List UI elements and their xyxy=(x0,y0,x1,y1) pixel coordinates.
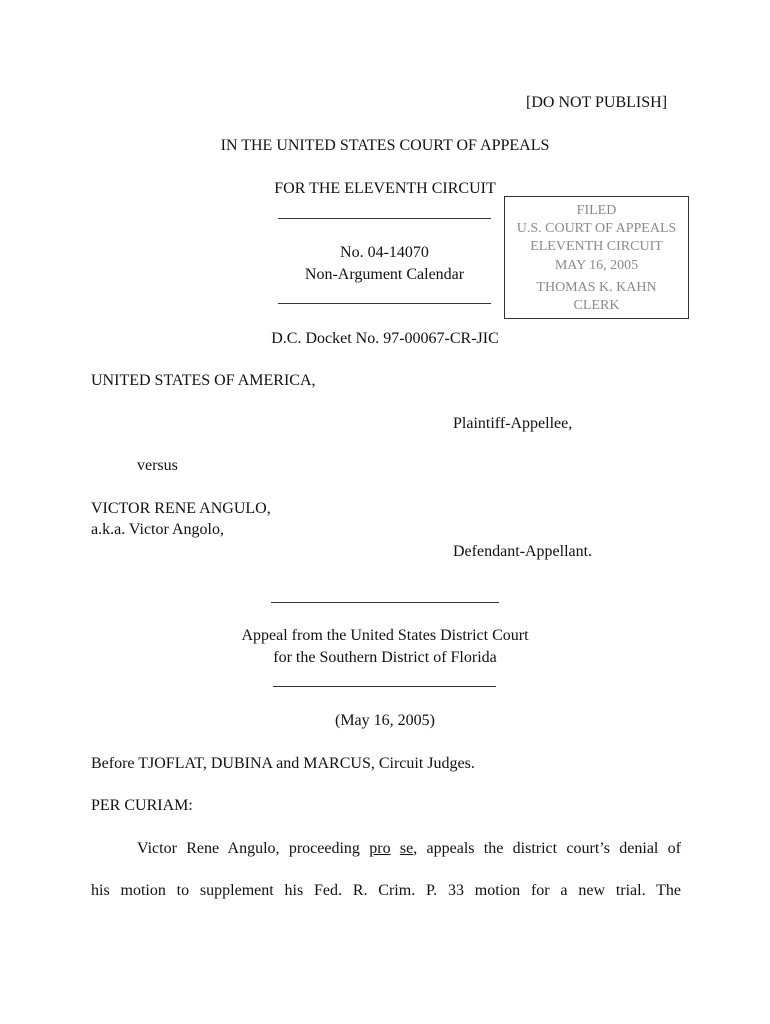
docket-number: D.C. Docket No. 97-00067-CR-JIC xyxy=(271,330,499,347)
versus-label: versus xyxy=(137,457,178,474)
circuit-name: FOR THE ELEVENTH CIRCUIT xyxy=(274,180,496,197)
panel-judges: Before TJOFLAT, DUBINA and MARCUS, Circuit Judges. xyxy=(91,755,475,772)
defendant-name: VICTOR RENE ANGULO, xyxy=(91,500,271,517)
pro-italic-term: pro xyxy=(369,840,391,857)
appeal-rule-bottom xyxy=(273,686,496,687)
stamp-clerk-title: CLERK xyxy=(573,298,620,313)
defendant-alias: a.k.a. Victor Angolo, xyxy=(91,521,224,538)
plaintiff-role: Plaintiff-Appellee, xyxy=(453,415,573,432)
header-rule-bottom xyxy=(278,303,491,304)
opinion-text-1b: , appeals the district court’s denial of xyxy=(413,840,681,857)
stamp-circuit: ELEVENTH CIRCUIT xyxy=(530,239,663,254)
appeal-from: Appeal from the United States District Court xyxy=(241,627,529,644)
filed-stamp xyxy=(504,196,689,319)
defendant-role: Defendant-Appellant. xyxy=(453,543,593,560)
appeal-district: for the Southern District of Florida xyxy=(273,649,497,666)
stamp-clerk-name: THOMAS K. KAHN xyxy=(536,280,657,295)
per-curiam-heading: PER CURIAM: xyxy=(91,797,193,814)
case-number: No. 04-14070 xyxy=(340,244,429,261)
stamp-court: U.S. COURT OF APPEALS xyxy=(516,221,677,236)
appeal-rule-top xyxy=(271,602,499,603)
decision-date: (May 16, 2005) xyxy=(335,712,435,729)
stamp-filed: FILED xyxy=(576,203,617,218)
stamp-date: MAY 16, 2005 xyxy=(554,258,639,273)
publish-note: [DO NOT PUBLISH] xyxy=(526,94,668,111)
opinion-line-1 xyxy=(137,841,681,857)
opinion-space xyxy=(391,840,400,857)
calendar-type: Non-Argument Calendar xyxy=(304,266,465,283)
header-rule-top xyxy=(278,218,491,219)
plaintiff-name: UNITED STATES OF AMERICA, xyxy=(91,372,316,389)
court-name: IN THE UNITED STATES COURT OF APPEALS xyxy=(220,137,550,154)
opinion-line-2: his motion to supplement his Fed. R. Crim. P. 33 motion for a new trial. The xyxy=(91,882,681,899)
opinion-text-1a: Victor Rene Angulo, proceeding xyxy=(137,840,370,857)
se-italic-term: se xyxy=(399,840,414,857)
